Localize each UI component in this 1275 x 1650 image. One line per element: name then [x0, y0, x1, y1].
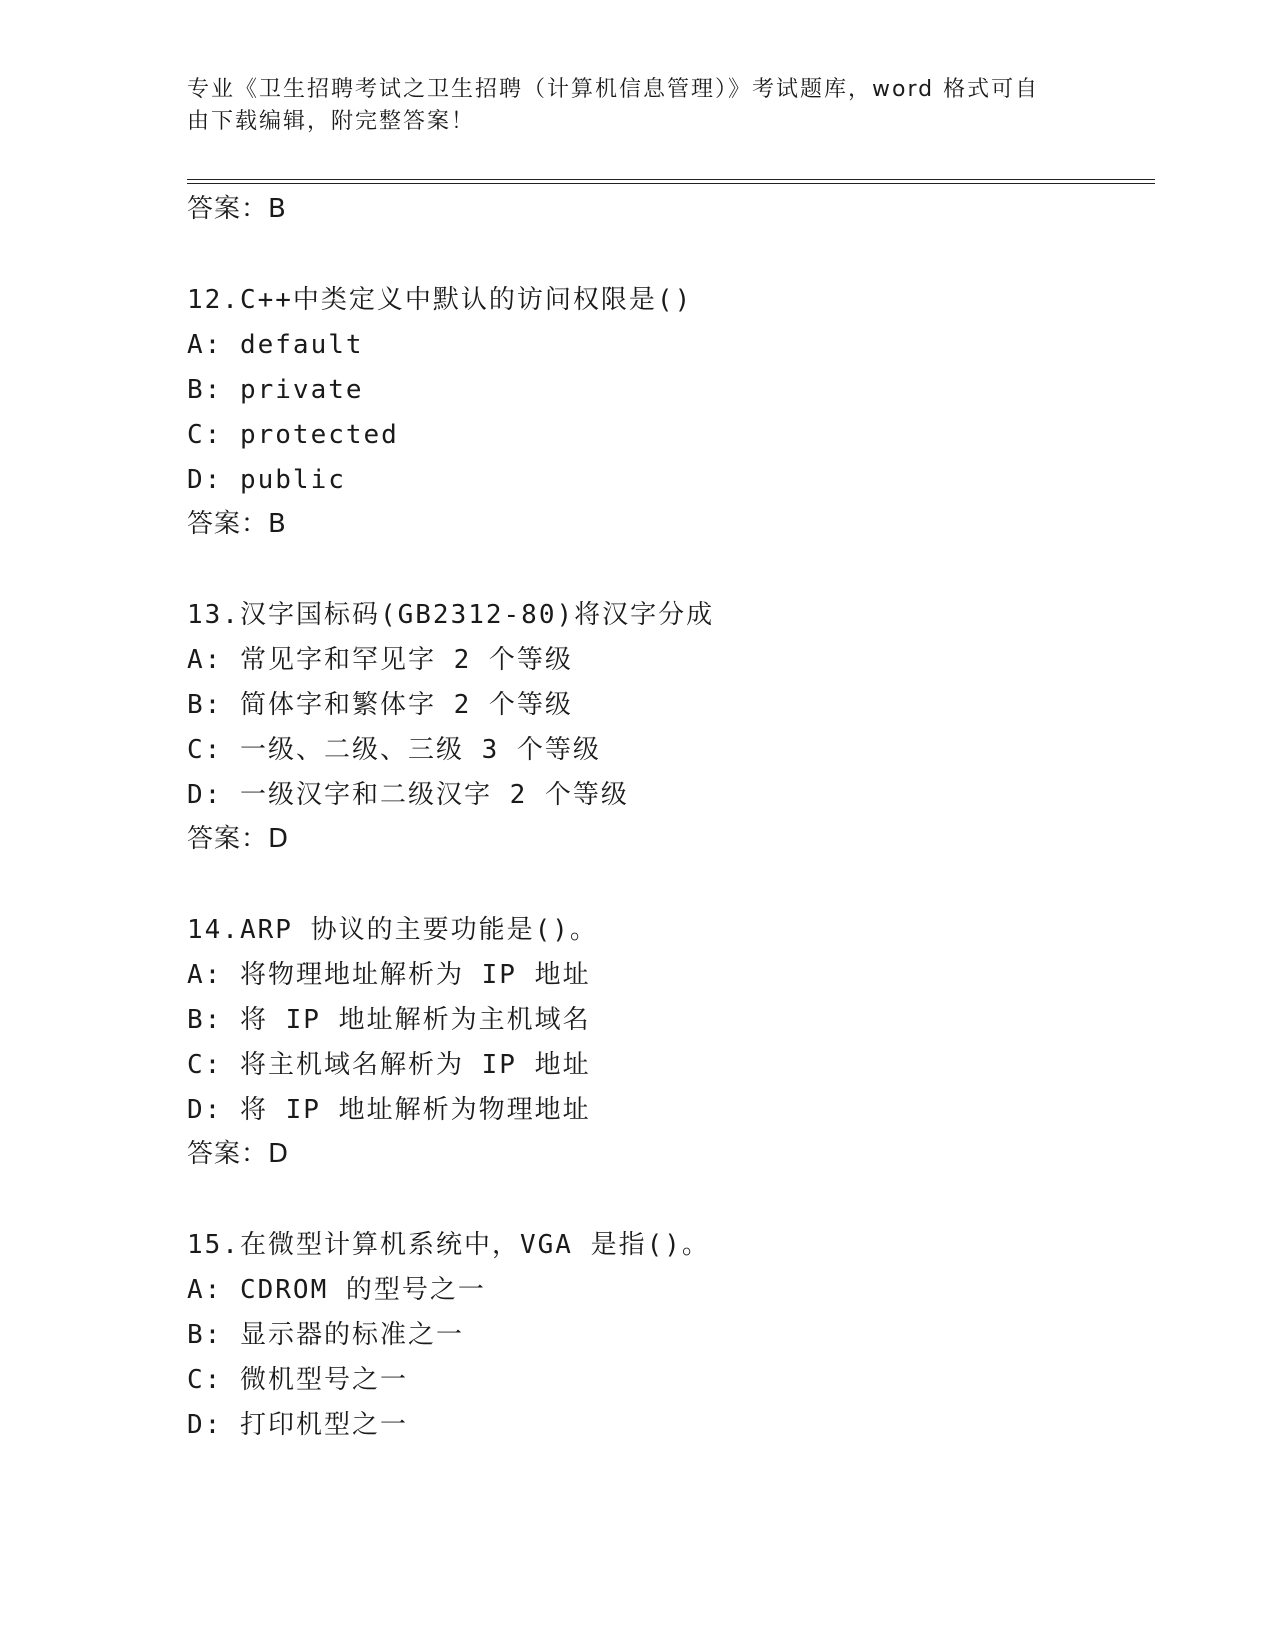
question-12-answer: 答案：B	[187, 509, 287, 539]
previous-answer: 答案：B	[187, 194, 287, 224]
question-13-option-b: B: 简体字和繁体字 2 个等级	[187, 690, 573, 720]
document-header	[187, 74, 1087, 138]
question-12-option-c: C: protected	[187, 420, 399, 450]
question-14-option-b: B: 将 IP 地址解析为主机域名	[187, 1005, 591, 1035]
question-15-option-c: C: 微机型号之一	[187, 1365, 408, 1395]
question-13-option-c: C: 一级、二级、三级 3 个等级	[187, 735, 601, 765]
question-14-option-d: D: 将 IP 地址解析为物理地址	[187, 1095, 591, 1125]
question-15-option-a: A: CDROM 的型号之一	[187, 1275, 486, 1305]
question-13-answer: 答案：D	[187, 824, 290, 854]
question-15-option-b: B: 显示器的标准之一	[187, 1320, 464, 1350]
question-14-option-a: A: 将物理地址解析为 IP 地址	[187, 960, 591, 990]
question-12-stem: 12.C++中类定义中默认的访问权限是()	[187, 285, 693, 315]
question-12-option-d: D: public	[187, 465, 346, 495]
question-12-option-a: A: default	[187, 330, 364, 360]
question-14-answer: 答案：D	[187, 1139, 290, 1169]
question-14-option-c: C: 将主机域名解析为 IP 地址	[187, 1050, 591, 1080]
question-13-option-a: A: 常见字和罕见字 2 个等级	[187, 645, 573, 675]
question-13-stem: 13.汉字国标码(GB2312-80)将汉字分成	[187, 600, 715, 630]
header-divider-bottom	[187, 183, 1155, 184]
header-line-1: 专业《卫生招聘考试之卫生招聘（计算机信息管理）》考试题库，word 格式可自	[187, 77, 1040, 102]
question-15-option-d: D: 打印机型之一	[187, 1410, 408, 1440]
question-13-option-d: D: 一级汉字和二级汉字 2 个等级	[187, 780, 629, 810]
question-14-stem: 14.ARP 协议的主要功能是()。	[187, 915, 598, 945]
question-15-stem: 15.在微型计算机系统中，VGA 是指()。	[187, 1230, 710, 1260]
question-12-option-b: B: private	[187, 375, 364, 405]
header-divider-top	[187, 179, 1155, 180]
header-line-2: 由下载编辑，附完整答案！	[187, 109, 476, 134]
